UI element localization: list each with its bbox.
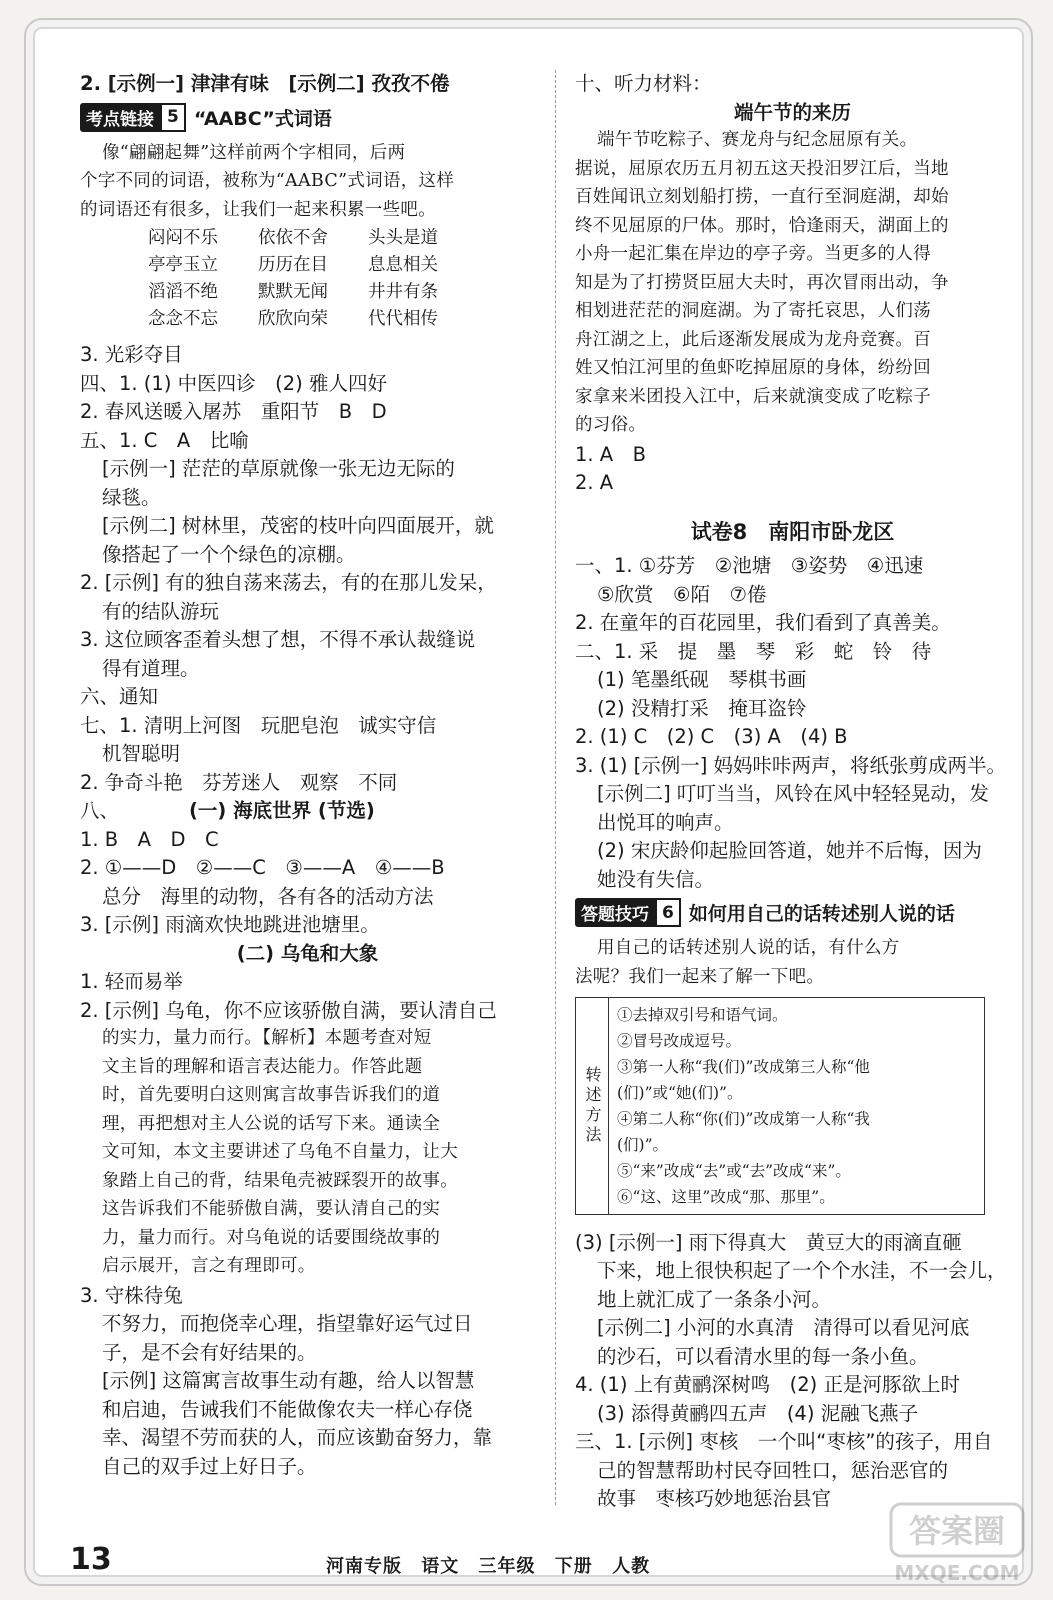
answer-line: 机智聪明 [102, 742, 181, 765]
answer-line: 1. 轻而易举 [80, 970, 183, 993]
watermark-text: 答案圈 [908, 1512, 1006, 1550]
vocab-item: 代代相传 [368, 309, 438, 329]
answer-line: [示例一] 茫茫的草原就像一张无边无际的 [102, 457, 455, 480]
answer-line: 得有道理。 [102, 656, 200, 680]
vocab-item: 念念不忘 [148, 309, 218, 329]
vocab-item: 默默无闻 [258, 282, 328, 302]
vocab-item: 历历在目 [258, 255, 328, 275]
table-side-label: 转述方法 [576, 998, 609, 1214]
kd-paragraph: 的词语还有很多，让我们一起来积累一些吧。 [80, 199, 436, 220]
answer-line: 绿毯。 [102, 485, 161, 509]
vocab-item: 亭亭玉立 [148, 255, 218, 275]
page-number: 13 [70, 1542, 112, 1577]
answer-line: 故事 枣核巧妙地惩治县官 [597, 1487, 832, 1510]
section-number: 八、 [80, 799, 120, 822]
answer-line: 2. 在童年的百花园里，我们看到了真善美。 [575, 611, 951, 634]
answer-line: 二、1. 采 提 墨 琴 彩 蛇 铃 待 [575, 639, 932, 663]
answer-line: 幸、渴望不劳而获的人，而应该勤奋努力，靠 [102, 1426, 493, 1449]
kd-paragraph: 像“翩翩起舞”这样前两个字相同，后两 [102, 142, 406, 163]
answer-line: 3. 这位顾客歪着头想了想，不得不承认裁缝说 [80, 628, 476, 651]
answer-line: 3. [示例] 雨滴欢快地跳进池塘里。 [80, 913, 380, 936]
answer-line: 1. B A D C [80, 827, 219, 851]
passage-title: 端午节的来历 [733, 100, 851, 124]
answer-line: 自己的双手过上好日子。 [102, 1454, 317, 1478]
answer-line: 2. [示例] 有的独自荡来荡去，有的在那儿发呆， [80, 571, 497, 594]
table-row: ⑤“来”改成“去”或“去”改成“来”。 [617, 1161, 851, 1180]
badge-label: 考点链接 [80, 103, 160, 132]
answer-line: 3. 守株待兔 [80, 1283, 183, 1307]
answer-line: 2. A [575, 471, 614, 494]
passage-title: (一) 海底世界 (节选) [189, 799, 375, 822]
answer-line: 五、1. C A 比喻 [80, 428, 249, 452]
vocab-grid [80, 225, 535, 333]
vocab-item: 头头是道 [368, 228, 438, 248]
answer-line: 象踏上自己的背，结果龟壳被踩裂开的故事。 [102, 1170, 458, 1191]
answer-line: 有的结队游玩 [102, 599, 220, 623]
answer-line: 2. [示例一] 津津有味 [示例二] 孜孜不倦 [80, 72, 450, 95]
tip-badge [575, 898, 955, 927]
passage-line: 家拿来米团投入江中，后来就演变成了吃粽子 [575, 386, 931, 407]
badge-label: 答题技巧 [575, 898, 655, 927]
passage-line: 小舟一起汇集在岸边的亭子旁。当更多的人得 [575, 244, 931, 264]
answer-line: 文可知，本文主要讲述了乌龟不自量力，让大 [102, 1142, 458, 1162]
answer-line: 这告诉我们不能骄傲自满，要认清自己的实 [102, 1199, 441, 1219]
answer-line: 的实力，量力而行。【解析】本题考查对短 [102, 1028, 432, 1048]
footer-info: 河南专版 语文 三年级 下册 人教 [326, 1556, 651, 1577]
answer-line: (3) [示例一] 雨下得真大 黄豆大的雨滴直砸 [575, 1230, 962, 1254]
page-footer [60, 1542, 1000, 1586]
answer-line: 地上就汇成了一条条小河。 [597, 1287, 832, 1311]
kaodian-badge [80, 103, 332, 132]
answer-line: (2) 宋庆龄仰起脸回答道，她并不后悔，因为 [597, 839, 982, 862]
exam-section-heading: 试卷8 南阳市卧龙区 [690, 520, 895, 544]
vocab-item: 滔滔不绝 [148, 282, 218, 302]
vocab-item: 息息相关 [368, 255, 438, 275]
answer-line: 4. (1) 上有黄鹂深树鸣 (2) 正是河豚欲上时 [575, 1373, 960, 1396]
answer-line: 三、1. [示例] 枣核 一个叫“枣核”的孩子，用自 [575, 1430, 993, 1453]
passage-line: 舟江湖之上，此后逐渐发展成为龙舟竞赛。百 [575, 329, 931, 350]
answer-line: (2) 没精打采 掩耳盗铃 [597, 696, 807, 720]
answer-line: 六、通知 [80, 685, 159, 708]
table-row: ①去掉双引号和语气词。 [617, 1005, 788, 1024]
answer-line: 七、1. 清明上河图 玩肥皂泡 诚实守信 [80, 713, 437, 737]
table-row: ②冒号改成逗号。 [617, 1031, 742, 1050]
table-row: ⑥“这、这里”改成“那、那里”。 [617, 1187, 835, 1206]
answer-line: 像搭起了一个个绿色的凉棚。 [102, 542, 356, 566]
badge-number: 5 [160, 103, 186, 132]
answer-line [80, 797, 535, 824]
table-row: (们)”。 [617, 1135, 669, 1154]
answer-line: [示例二] 叮叮当当，风铃在风中轻轻晃动，发 [597, 782, 989, 805]
answer-line: 十、听力材料： [575, 72, 712, 95]
answer-line: 2. 争奇斗艳 芬芳迷人 观察 不同 [80, 770, 398, 794]
vocab-item: 欣欣向荣 [258, 309, 328, 329]
answer-line: 2. ①——D ②——C ③——A ④——B [80, 856, 445, 879]
table-row: ③第一人称“我(们)”改成第三人称“他 [617, 1057, 870, 1076]
table-row: ④第二人称“你(们)”改成第一人称“我 [617, 1109, 870, 1128]
vocab-item: 依依不舍 [258, 228, 328, 248]
column-divider [555, 70, 556, 1505]
answer-line: [示例二] 小河的水真清 清得可以看见河底 [597, 1316, 970, 1339]
answer-line: 时，首先要明白这则寓言故事告诉我们的道 [102, 1085, 441, 1105]
answer-line: 的沙石，可以看清水里的每一条小鱼。 [597, 1344, 929, 1368]
vocab-item: 闷闷不乐 [148, 228, 218, 248]
vocab-item: 井井有条 [368, 282, 438, 302]
answer-line: 2. 春风送暖入屠苏 重阳节 B D [80, 400, 387, 423]
answer-line: 不努力，而抱侥幸心理，指望靠好运气过日 [102, 1312, 473, 1335]
answer-line: 一、1. ①芬芳 ②池塘 ③姿势 ④迅速 [575, 554, 924, 577]
method-table [575, 997, 985, 1215]
answer-line: [示例二] 树林里，茂密的枝叶向四面展开，就 [102, 514, 494, 537]
passage-line: 据说，屈原农历五月初五这天投汨罗江后，当地 [575, 158, 949, 179]
answer-line: 2. (1) C (2) C (3) A (4) B [575, 725, 848, 748]
answer-line: 2. [示例] 乌龟，你不应该骄傲自满，要认清自己 [80, 998, 497, 1022]
right-column [575, 70, 1010, 1514]
badge-title: 如何用自己的话转述别人说的话 [688, 903, 955, 925]
answer-line: 3. 光彩夺目 [80, 343, 183, 366]
answer-line: (3) 添得黄鹂四五声 (4) 泥融飞燕子 [597, 1401, 919, 1425]
answer-line: 力，量力而行。对乌龟说的话要围绕故事的 [102, 1227, 441, 1248]
watermark-url: MXQE.COM [894, 1561, 1020, 1585]
tip-paragraph: 法呢？我们一起来了解一下吧。 [575, 966, 825, 987]
answer-line: 四、1. (1) 中医四诊 (2) 雅人四好 [80, 371, 387, 395]
passage-line: 的习俗。 [575, 415, 647, 435]
badge-number: 6 [655, 898, 681, 927]
answer-line: 子，是不会有好结果的。 [102, 1340, 317, 1364]
passage-line: 知是为了打捞贤臣屈大夫时，再次冒雨出动，争 [575, 272, 949, 293]
answer-line: 出悦耳的响声。 [597, 810, 734, 834]
watermark-logo [887, 1500, 1027, 1590]
answer-line: 和启迪，告诫我们不能做像农夫一样心存侥 [102, 1397, 473, 1421]
answer-line: [示例] 这篇寓言故事生动有趣，给人以智慧 [102, 1369, 475, 1392]
left-column [80, 70, 535, 1481]
passage-line: 姓又怕江河里的鱼虾吃掉屈原的身体，纷纷回 [575, 358, 931, 378]
answer-line: ⑤欣赏 ⑥陌 ⑦倦 [597, 582, 767, 606]
passage-line: 相划进茫茫的洞庭湖。为了寄托哀思，人们荡 [575, 301, 931, 321]
badge-title: “AABC”式词语 [193, 107, 332, 130]
answer-line: (1) 笔墨纸砚 琴棋书画 [597, 668, 807, 691]
answer-line: 她没有失信。 [597, 867, 715, 891]
passage-line: 端午节吃粽子、赛龙舟与纪念屈原有关。 [597, 130, 918, 150]
passage-line: 百姓闻讯立刻划船打捞，一直行至洞庭湖，却始 [575, 187, 949, 207]
passage-line: 终不见屈原的尸体。那时，恰逢雨天，湖面上的 [575, 215, 949, 236]
passage-title: (二) 乌龟和大象 [236, 941, 379, 965]
answer-line: 文主旨的理解和语言表达能力。作答此题 [102, 1056, 423, 1077]
answer-line: 己的智慧帮助村民夺回牲口，惩治恶官的 [597, 1458, 949, 1482]
table-row: (们)”或“她(们)”。 [617, 1083, 743, 1102]
answer-line: 1. A B [575, 442, 647, 466]
answer-line: 下来，地上很快积起了一个个水洼，不一会儿， [597, 1259, 1007, 1282]
kd-paragraph: 个字不同的词语，被称为“AABC”式词语，这样 [80, 171, 455, 191]
table-body [609, 998, 984, 1214]
answer-line: 启示展开，言之有理即可。 [102, 1256, 316, 1276]
answer-line: 3. (1) [示例一] 妈妈咔咔两声，将纸张剪成两半。 [575, 753, 1007, 777]
answer-line: 理，再把想对主人公说的话写下来。通读全 [102, 1113, 441, 1134]
tip-paragraph: 用自己的话转述别人说的话，有什么方 [597, 938, 900, 958]
answer-line: 总分 海里的动物，各有各的活动方法 [102, 884, 434, 908]
